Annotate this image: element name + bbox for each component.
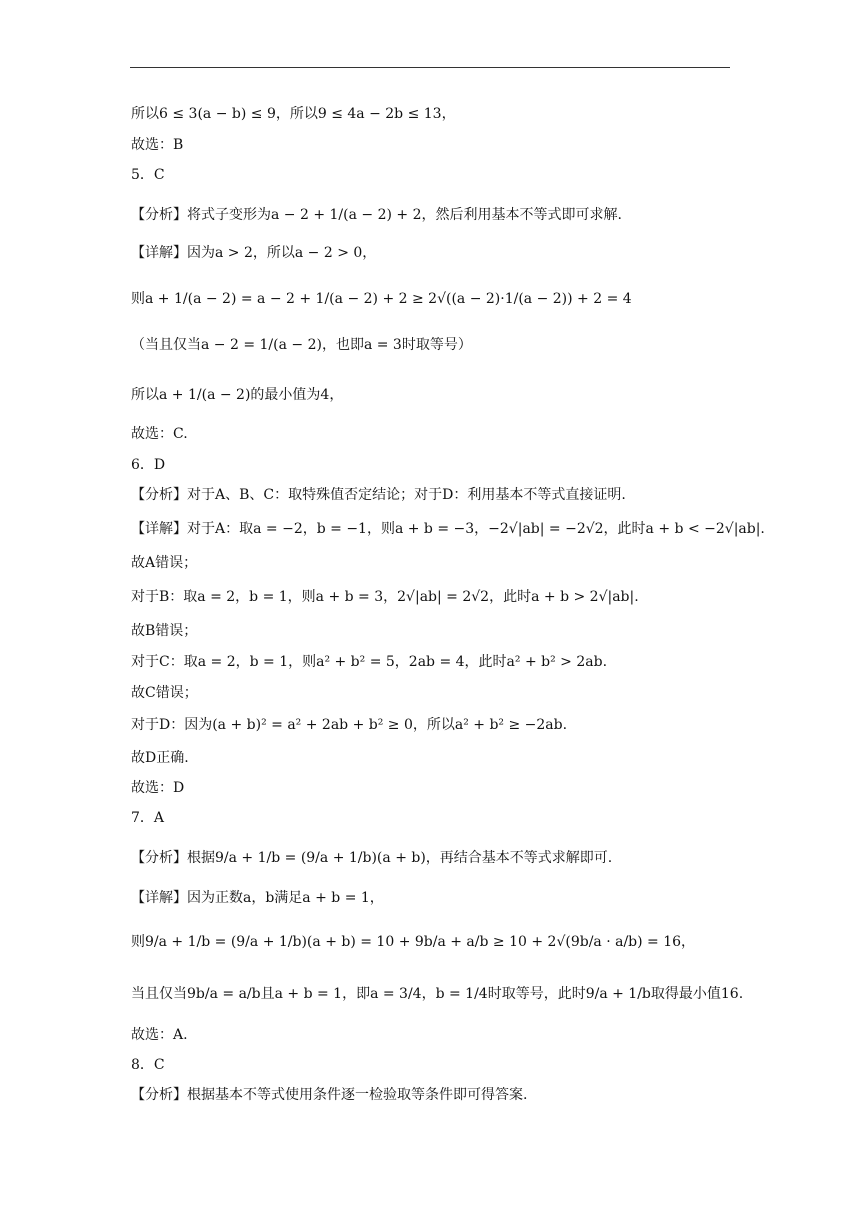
detail-line: 【详解】对于A：取a = −2，b = −1，则a + b = −3，−2√|ab| = −2√2，此时a + b < −2√|ab|. (131, 521, 765, 537)
text-line: 故C错误； (131, 685, 198, 701)
text-line: 则a + 1/(a − 2) = a − 2 + 1/(a − 2) + 2 ≥ 2√((a − 2)·1/(a − 2)) + 2 = 4 (131, 291, 632, 307)
detail-line: 【详解】因为正数a，b满足a + b = 1， (131, 890, 384, 906)
text-line: 故选：B (131, 137, 184, 153)
text-line: 当且仅当9b/a = a/b且a + b = 1，即a = 3/4，b = 1/4时取等号，此时9/a + 1/b取得最小值16. (131, 986, 744, 1002)
text-line: 故选：A. (131, 1027, 188, 1043)
question-number: 8．C (131, 1057, 165, 1073)
question-number: 7．A (131, 810, 165, 826)
text-line: （当且仅当a − 2 = 1/(a − 2)，也即a = 3时取等号） (131, 337, 472, 353)
question-number: 6．D (131, 457, 166, 473)
text-line: 故A错误； (131, 555, 198, 571)
text-line: 所以6 ≤ 3(a − b) ≤ 9，所以9 ≤ 4a − 2b ≤ 13， (131, 106, 456, 122)
text-line: 所以a + 1/(a − 2)的最小值为4， (131, 387, 344, 403)
header-rule (130, 67, 730, 68)
question-number: 5．C (131, 167, 165, 183)
analysis-line: 【分析】根据基本不等式使用条件逐一检验取等条件即可得答案. (131, 1087, 528, 1103)
analysis-line: 【分析】将式子变形为a − 2 + 1/(a − 2) + 2，然后利用基本不等式即可求解. (131, 207, 622, 223)
analysis-line: 【分析】根据9/a + 1/b = (9/a + 1/b)(a + b)，再结合基本不等式求解即可. (131, 850, 613, 866)
text-line: 则9/a + 1/b = (9/a + 1/b)(a + b) = 10 + 9b/a + a/b ≥ 10 + 2√(9b/a · a/b) = 16， (131, 934, 696, 950)
text-line: 故B错误； (131, 623, 198, 639)
text-line: 故D正确. (131, 750, 189, 766)
text-line: 对于B：取a = 2，b = 1，则a + b = 3，2√|ab| = 2√2，此时a + b > 2√|ab|. (131, 589, 639, 605)
text-line: 故选：C. (131, 426, 188, 442)
text-line: 对于D：因为(a + b)² = a² + 2ab + b² ≥ 0，所以a² + b² ≥ −2ab. (131, 717, 568, 733)
text-line: 对于C：取a = 2，b = 1，则a² + b² = 5，2ab = 4，此时a² + b² > 2ab. (131, 654, 608, 670)
analysis-line: 【分析】对于A、B、C：取特殊值否定结论；对于D：利用基本不等式直接证明. (131, 487, 626, 503)
text-line: 故选：D (131, 780, 185, 796)
detail-line: 【详解】因为a > 2，所以a − 2 > 0， (131, 245, 377, 261)
